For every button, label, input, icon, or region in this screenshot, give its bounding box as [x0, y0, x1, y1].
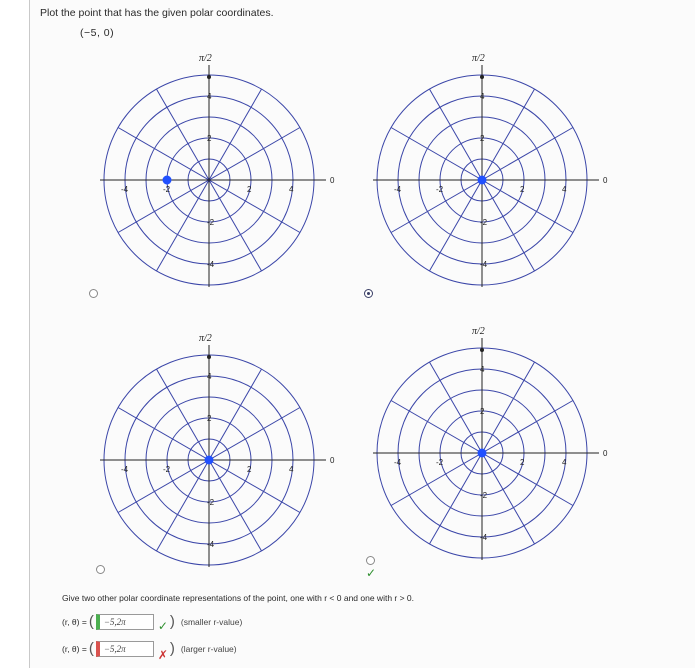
- polar-tick-label: -2: [163, 465, 171, 474]
- polar-tick-label: -4: [207, 540, 215, 549]
- polar-label-pi-over-2: π/2: [472, 53, 485, 64]
- plotted-point: [478, 176, 487, 185]
- polar-tick-label: 4: [207, 372, 212, 381]
- option-c-radio[interactable]: [96, 565, 105, 574]
- close-paren: ): [169, 640, 175, 657]
- polar-tick-label: -4: [121, 185, 129, 194]
- polar-tick-label: 2: [480, 407, 485, 416]
- polar-tick-label: -4: [121, 465, 129, 474]
- axis-end-marker: [480, 75, 484, 79]
- smaller-r-note: (smaller r-value): [180, 616, 243, 627]
- polar-tick-label: 2: [480, 134, 485, 143]
- polar-tick-label: 4: [562, 458, 567, 467]
- polar-tick-label: 4: [207, 92, 212, 101]
- polar-plot-option-d: [370, 328, 610, 568]
- larger-r-input[interactable]: −5,2π: [96, 641, 154, 657]
- polar-plot-option-c: [97, 335, 337, 575]
- polar-tick-label: -2: [480, 491, 488, 500]
- option-d-radio[interactable]: [366, 556, 375, 565]
- polar-tick-label: 2: [207, 134, 212, 143]
- plotted-point: [478, 449, 487, 458]
- polar-label-pi-over-2: π/2: [199, 53, 212, 64]
- polar-plot-option-a: [97, 45, 337, 300]
- polar-tick-label: -4: [480, 260, 488, 269]
- polar-tick-label: 2: [520, 185, 525, 194]
- polar-grid-a: [97, 45, 337, 300]
- polar-label-zero: 0: [603, 176, 608, 185]
- polar-grid-c: [97, 335, 337, 575]
- polar-tick-label: -2: [436, 185, 444, 194]
- open-paren: (: [88, 640, 94, 657]
- smaller-r-input[interactable]: −5,2π: [96, 614, 154, 630]
- correct-check-icon: ✓: [157, 618, 168, 633]
- row-label: (r, θ) =: [62, 616, 87, 627]
- axis-end-marker: [480, 348, 484, 352]
- polar-plot-option-b: [370, 45, 610, 300]
- polar-label-zero: 0: [603, 449, 608, 458]
- polar-tick-label: 4: [480, 92, 485, 101]
- polar-tick-label: -2: [163, 185, 171, 194]
- axis-end-marker: [207, 75, 211, 79]
- polar-tick-label: 4: [562, 185, 567, 194]
- polar-tick-label: -2: [207, 498, 215, 507]
- polar-label-zero: 0: [330, 176, 335, 185]
- polar-grid-b: [370, 45, 610, 300]
- polar-grid-d: [370, 328, 610, 568]
- selected-answer-check-icon: ✓: [366, 566, 377, 580]
- polar-tick-label: 4: [289, 465, 294, 474]
- polar-tick-label: -4: [394, 185, 402, 194]
- polar-tick-label: -4: [207, 260, 215, 269]
- answer-row-larger: [62, 640, 237, 662]
- plotted-point: [205, 456, 214, 465]
- row-label: (r, θ) =: [62, 643, 87, 654]
- wrong-cross-icon: ✗: [157, 647, 168, 662]
- polar-tick-label: 2: [247, 465, 252, 474]
- polar-tick-label: -2: [480, 218, 488, 227]
- option-b-radio[interactable]: [364, 289, 373, 298]
- open-paren: (: [88, 613, 94, 630]
- axis-end-marker: [207, 355, 211, 359]
- larger-r-note: (larger r-value): [180, 643, 237, 654]
- polar-tick-label: -2: [436, 458, 444, 467]
- polar-tick-label: -4: [394, 458, 402, 467]
- part2-prompt: Give two other polar coordinate representations of the point, one with r < 0 and one with r > 0.: [62, 593, 415, 603]
- option-a-radio[interactable]: [89, 289, 98, 298]
- polar-tick-label: 2: [247, 185, 252, 194]
- polar-label-pi-over-2: π/2: [472, 326, 485, 337]
- polar-label-pi-over-2: π/2: [199, 333, 212, 344]
- polar-tick-label: 2: [520, 458, 525, 467]
- polar-tick-label: -2: [207, 218, 215, 227]
- question-prompt: Plot the point that has the given polar coordinates.: [40, 7, 274, 19]
- polar-tick-label: 2: [207, 414, 212, 423]
- polar-label-zero: 0: [330, 456, 335, 465]
- polar-tick-label: -4: [480, 533, 488, 542]
- polar-tick-label: 4: [480, 365, 485, 374]
- plotted-point: [163, 176, 172, 185]
- close-paren: ): [169, 613, 175, 630]
- answer-row-smaller: [62, 613, 243, 633]
- given-coordinates: (−5, 0): [80, 27, 115, 39]
- polar-tick-label: 4: [289, 185, 294, 194]
